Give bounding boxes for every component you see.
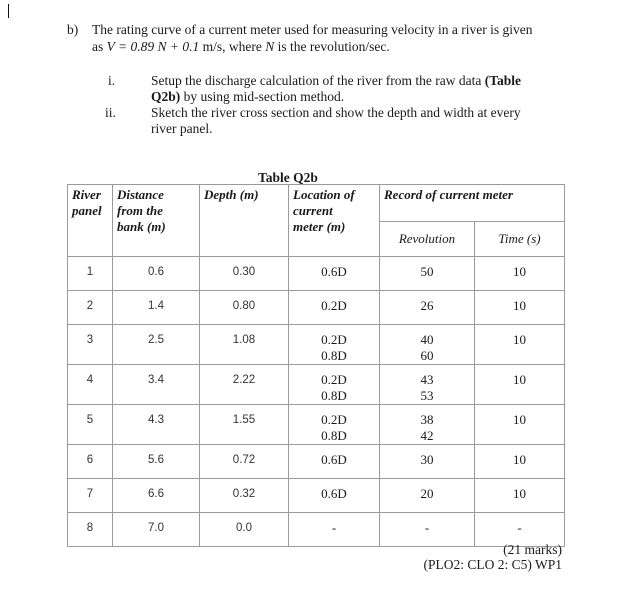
cell-value: 10 [513, 486, 526, 501]
cell-distance [113, 257, 200, 291]
line2-prefix: as [92, 39, 107, 54]
header-text: current [293, 203, 333, 218]
cell-value: 3 [86, 334, 94, 346]
cell-depth [200, 257, 289, 291]
cell-value: 10 [513, 412, 526, 427]
cell-value: 6 [86, 454, 94, 466]
cell-location [289, 479, 380, 513]
cell-value: 7 [86, 488, 94, 500]
cell-value: 10 [513, 298, 526, 313]
cell-value: 0.80 [232, 300, 256, 312]
cell-time [475, 325, 565, 365]
rating-curve-formula: V = 0.89 N + 0.1 [106, 39, 200, 54]
header-text: River [72, 187, 101, 202]
item-i-line-2 [151, 89, 344, 105]
cell-value: 0.0 [236, 522, 252, 534]
cell-panel [68, 325, 113, 365]
header-text: panel [72, 203, 102, 218]
cell-value: 0.8D [321, 348, 347, 363]
cell-location [289, 291, 380, 325]
item-ii-numeral: ii. [105, 105, 116, 120]
cell-panel [68, 365, 113, 405]
cell-value: 7.0 [148, 522, 164, 534]
cell-value: 5.6 [148, 454, 164, 466]
cell-value: 10 [513, 332, 526, 347]
line2-mid: m/s, where [199, 39, 266, 54]
cell-value: 0.6D [321, 264, 347, 279]
table-row [68, 365, 565, 405]
cell-time [475, 257, 565, 291]
cell-value: 38 [420, 412, 434, 427]
cell-value: 0.2D [321, 372, 347, 387]
cell-revolution [380, 325, 475, 365]
cell-value: 42 [420, 428, 434, 443]
cell-value: 5 [86, 414, 94, 426]
cell-value: 6.6 [148, 488, 164, 500]
cell-value: 4 [86, 374, 94, 386]
cell-value: 0.72 [232, 454, 256, 466]
cell-value: 0.6D [321, 452, 347, 467]
item-ii-line-2: river panel. [151, 121, 213, 136]
cell-value: 1 [86, 266, 94, 278]
header-text: meter (m) [293, 219, 346, 234]
cell-location [289, 513, 380, 547]
cell-value: 53 [420, 388, 434, 403]
cell-revolution [380, 257, 475, 291]
cell-value: 3.4 [148, 374, 164, 386]
header-record: Record of current meter [380, 185, 565, 222]
question-label: b) [67, 22, 79, 37]
cell-depth [200, 479, 289, 513]
header-text: Depth (m) [204, 187, 259, 202]
cell-value: 0.8D [321, 388, 347, 403]
table-row [68, 325, 565, 365]
item-i-table-ref: (Table [484, 73, 522, 88]
question-line-1: The rating curve of a current meter used for measuring velocity in a river is given [92, 22, 533, 37]
cell-value: 0.32 [232, 488, 256, 500]
cell-time [475, 291, 565, 325]
cell-panel [68, 479, 113, 513]
header-text: Location of [293, 187, 355, 202]
cell-time [475, 405, 565, 445]
table-row [68, 445, 565, 479]
cell-value: 10 [513, 372, 526, 387]
cell-distance [113, 405, 200, 445]
table-row [68, 291, 565, 325]
cell-value: 0.8D [321, 428, 347, 443]
cell-revolution [380, 365, 475, 405]
cell-value: 0.2D [321, 298, 347, 313]
cell-distance [113, 445, 200, 479]
table-row [68, 257, 565, 291]
cell-value: 1.55 [232, 414, 256, 426]
header-text: bank (m) [117, 219, 166, 234]
item-ii-line-1: Sketch the river cross section and show the depth and width at every [151, 105, 521, 120]
cell-depth [200, 325, 289, 365]
question-line-2 [92, 38, 390, 55]
cell-depth [200, 291, 289, 325]
cell-value: 0.6 [148, 266, 164, 278]
header-location [289, 185, 380, 257]
cell-panel [68, 291, 113, 325]
header-text: Distance [117, 187, 164, 202]
cell-distance [113, 513, 200, 547]
item-i-line-1 [151, 73, 521, 89]
cell-distance [113, 365, 200, 405]
cell-revolution [380, 479, 475, 513]
cell-revolution [380, 445, 475, 479]
cell-value: 60 [420, 348, 434, 363]
cell-value: 0.2D [321, 412, 347, 427]
cell-value: 26 [420, 298, 434, 313]
cell-revolution [380, 513, 475, 547]
cell-depth [200, 365, 289, 405]
marks-label: (21 marks) [503, 542, 562, 557]
cell-distance [113, 291, 200, 325]
data-table [67, 184, 565, 547]
cell-value: 10 [513, 264, 526, 279]
cell-value: 2 [86, 300, 94, 312]
header-depth [200, 185, 289, 257]
table-title: Table Q2b [258, 170, 318, 185]
cell-location [289, 365, 380, 405]
cell-value: 2.5 [148, 334, 164, 346]
cell-value: 43 [420, 372, 434, 387]
item-i-text: Setup the discharge calculation of the river from the raw data [151, 73, 485, 88]
plo-label: (PLO2: CLO 2: C5) WP1 [423, 557, 562, 572]
cell-panel [68, 257, 113, 291]
cell-value: - [424, 520, 430, 535]
cell-value: 40 [420, 332, 434, 347]
cell-value: 1.4 [148, 300, 164, 312]
cell-time [475, 479, 565, 513]
cell-value: 50 [420, 264, 434, 279]
cell-value: 0.30 [232, 266, 256, 278]
header-revolution: Revolution [380, 221, 475, 256]
header-distance [113, 185, 200, 257]
cell-time [475, 365, 565, 405]
item-i-numeral: i. [108, 73, 116, 88]
cell-revolution [380, 405, 475, 445]
revolution-variable: N [265, 39, 275, 54]
item-i-table-ref-2: Q2b) [151, 89, 181, 104]
header-text: from the [117, 203, 163, 218]
header-river-panel [68, 185, 113, 257]
cell-depth [200, 445, 289, 479]
cell-panel [68, 405, 113, 445]
cell-location [289, 257, 380, 291]
text-cursor [8, 4, 9, 18]
table-row [68, 513, 565, 547]
cell-value: 1.08 [232, 334, 256, 346]
cell-value: 20 [420, 486, 434, 501]
cell-distance [113, 325, 200, 365]
cell-value: 30 [420, 452, 434, 467]
cell-value: 0.2D [321, 332, 347, 347]
cell-revolution [380, 291, 475, 325]
table-header-row [68, 185, 565, 222]
table-row [68, 405, 565, 445]
header-time: Time (s) [475, 221, 565, 256]
cell-value: 4.3 [148, 414, 164, 426]
table-row [68, 479, 565, 513]
cell-time [475, 445, 565, 479]
cell-value: 10 [513, 452, 526, 467]
cell-value: 8 [86, 522, 94, 534]
cell-distance [113, 479, 200, 513]
cell-value: 0.6D [321, 486, 347, 501]
cell-value: - [517, 520, 522, 535]
cell-depth [200, 513, 289, 547]
cell-location [289, 405, 380, 445]
cell-panel [68, 445, 113, 479]
cell-location [289, 325, 380, 365]
cell-panel [68, 513, 113, 547]
cell-location [289, 445, 380, 479]
cell-depth [200, 405, 289, 445]
cell-value: 2.22 [232, 374, 256, 386]
cell-value: - [331, 520, 337, 535]
line2-suffix: is the revolution/sec. [274, 39, 390, 54]
item-i-text-2: by using mid-section method. [180, 89, 345, 104]
